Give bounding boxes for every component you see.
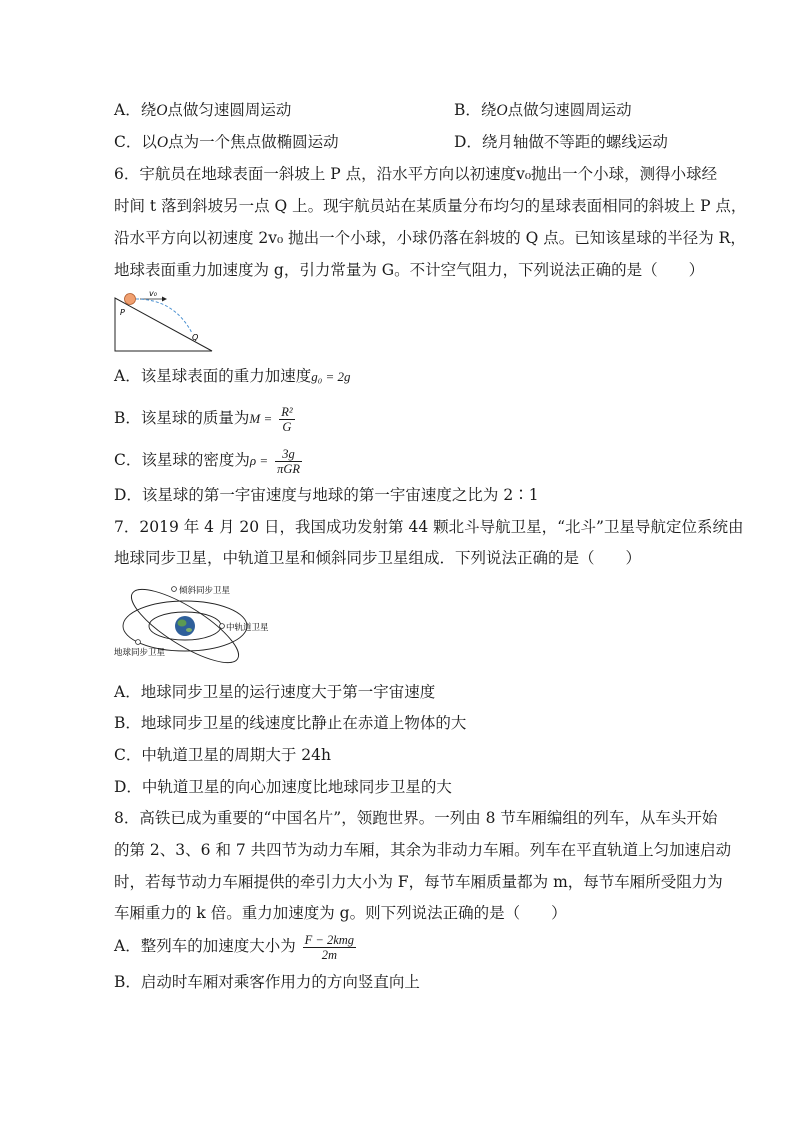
q7-stem-line-2: 地球同步卫星，中轨道卫星和倾斜同步卫星组成．下列说法正确的是（ ） [114,549,642,567]
q6-stem-line-1: 6．宇航员在地球表面一斜坡上 P 点，沿水平方向以初速度v₀抛出一个小球，测得小球经 [114,165,718,183]
label-middle-satellite: 中轨道卫星 [226,623,269,633]
inclined-satellite [172,587,177,592]
q6-stem-line-2: 时间 t 落到斜坡另一点 Q 上。现宇航员站在某质量分布均匀的星球表面相同的斜坡上 P 点， [114,197,747,215]
q7-stem-line-1: 7．2019 年 4 月 20 日，我国成功发射第 44 颗北斗导航卫星，“北斗”卫星导航定位系统由 [114,518,744,536]
q7-orbit-figure [112,576,282,672]
geo-satellite [136,640,141,645]
q8-stem-line-4: 车厢重力的 k 倍。重力加速度为 g。则下列说法正确的是（ ） [114,904,567,922]
q5-option-d: D．绕月轴做不等距的螺线运动 [454,133,668,151]
label-q: Q [192,333,199,342]
earth [175,616,195,636]
q6-option-c-fraction: $\frac{3g}{\text{πGR}}$ [277,446,301,476]
q8-option-a-fraction: $\frac{\text{F − 2kmg}}{2m}$ [304,932,355,962]
slope-triangle [115,298,212,351]
q7-option-d: D．中轨道卫星的向心加速度比地球同步卫星的大 [114,778,452,796]
trajectory [136,299,192,333]
q6-stem-line-3: 沿水平方向以初速度 2v₀ 抛出一个小球，小球仍落在斜坡的 Q 点。已知该星球的半径为 R， [114,229,746,247]
q7-option-c: C．中轨道卫星的周期大于 24h [114,746,331,764]
label-v0: v₀ [149,289,157,298]
q8-stem-line-3: 时，若每节动力车厢提供的牵引力大小为 F，每节车厢质量都为 m，每节车厢所受阻力为 [114,873,723,891]
q5-option-c: C．以O点为一个焦点做椭圆运动 [114,133,339,151]
q6-option-b-fraction: $\frac{\text{R²}}{G}$ [281,404,293,434]
q7-option-b: B．地球同步卫星的线速度比静止在赤道上物体的大 [114,714,467,732]
q6-option-a: A．该星球表面的重力加速度g₀ = 2g [114,367,351,385]
label-inclined-satellite: 倾斜同步卫星 [179,586,231,596]
label-geo-satellite: 地球同步卫星 [114,648,166,658]
q7-option-a: A．地球同步卫星的运行速度大于第一宇宙速度 [114,683,436,701]
label-p: P [120,308,125,317]
q6-option-d: D．该星球的第一宇宙速度与地球的第一宇宙速度之比为 2∶1 [114,486,539,504]
q5-option-a: A．绕O点做匀速圆周运动 [114,101,292,119]
middle-satellite [220,624,225,629]
q8-stem-line-1: 8．高铁已成为重要的“中国名片”，领跑世界。一列由 8 节车厢编组的列车，从车头开始 [114,809,718,827]
q6-stem-line-4: 地球表面重力加速度为 g，引力常量为 G。不计空气阻力，下列说法正确的是（ ） [114,261,705,279]
q8-option-b: B．启动时车厢对乘客作用力的方向竖直向上 [114,973,420,991]
q8-stem-line-2: 的第 2、3、6 和 7 共四节为动力车厢，其余为非动力车厢。列车在平直轨道上匀加速启动 [114,841,732,859]
q6-option-b: B．该星球的质量为M = $\frac{\text{R²}}{G}$ [114,404,293,434]
q5-option-b: B．绕O点做匀速圆周运动 [454,101,632,119]
q6-option-c: C．该星球的密度为ρ = $\frac{3g}{\text{πGR}}$ [114,446,301,476]
q8-option-a: A．整列车的加速度大小为 $\frac{\text{F − 2kmg}}{2m}$ [114,932,355,962]
q6-slope-figure [112,288,216,354]
ball [125,294,136,305]
